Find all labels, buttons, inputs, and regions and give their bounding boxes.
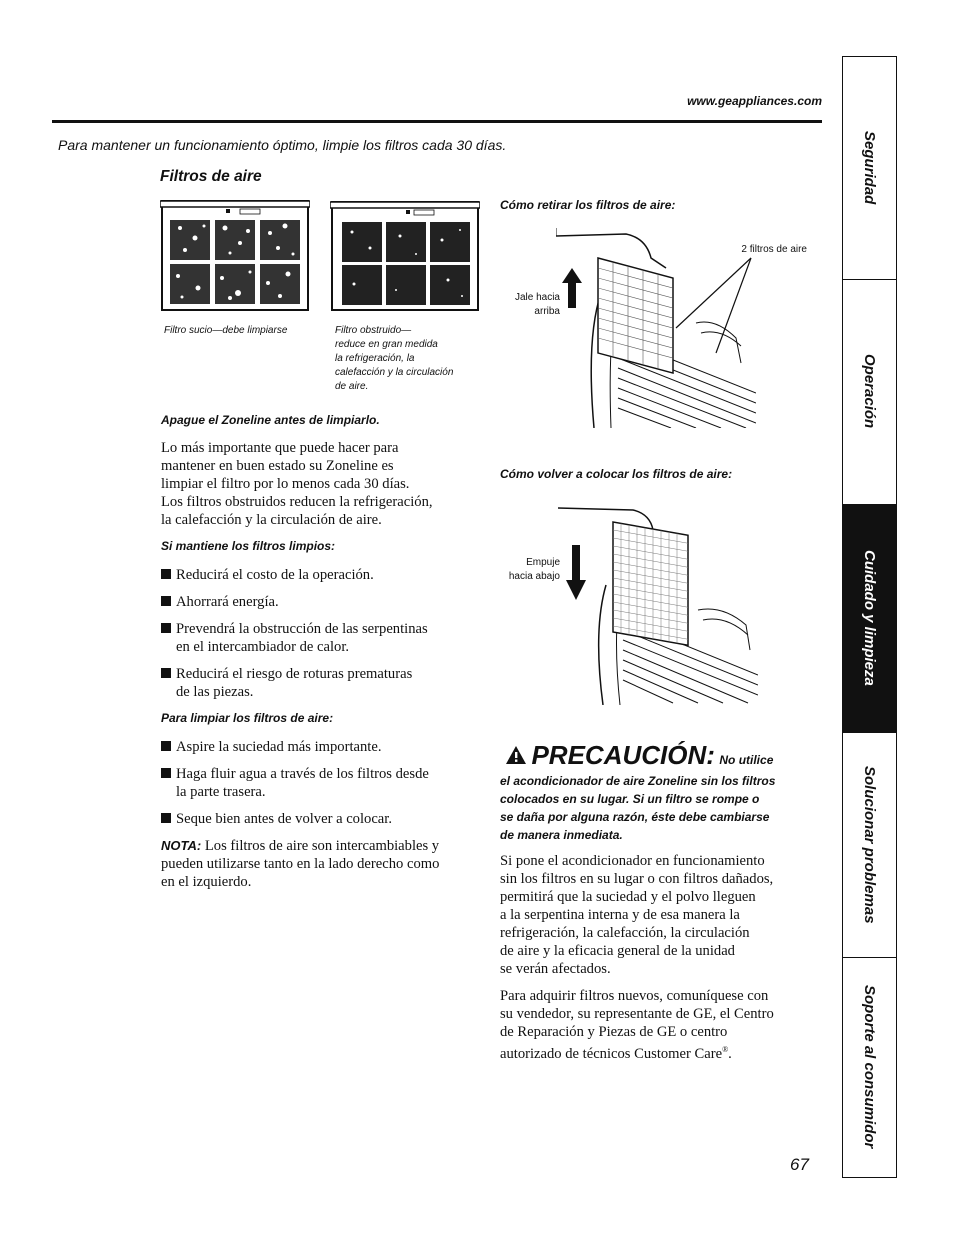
nota-paragraph: NOTA: Los filtros de aire son intercambiables y pueden utilizarse tanto en la lado derecho como en el izquierdo. [161,838,440,890]
label-2-filtros: 2 filtros de aire [741,244,807,255]
section-tabs [842,56,897,1178]
tab-soporte-al-consumidor[interactable]: Soporte al consumidor [861,985,878,1149]
tab-seguridad[interactable]: Seguridad [843,57,896,280]
precaucion-heading: PRECAUCIÓN: No utilice [505,740,773,771]
warning-triangle-icon [505,745,527,765]
bullet-roturas: Reducirá el riesgo de roturas prematuras de las piezas. [161,665,412,701]
volver-heading: Cómo volver a colocar los filtros de aire: [500,467,733,481]
nota-label: NOTA: [161,838,202,853]
dirty-filter-caption: Filtro sucio—debe limpiarse [164,325,288,336]
tab-cuidado-y-limpieza[interactable]: Cuidado y limpieza [843,504,896,733]
replace-filter-illustration [558,500,758,705]
bullet-agua: Haga fluir agua a través de los filtros desde la parte trasera. [161,765,429,801]
bullet-energia: Ahorrará energía. [161,593,279,611]
label-empuje: Empuje hacia abajo [508,557,560,582]
para-limpiar-heading: Para limpiar los filtros de aire: [161,711,334,725]
bullet-seque: Seque bien antes de volver a colocar. [161,810,392,828]
tab-solucionar-problemas[interactable]: Solucionar problemas [843,732,896,958]
dirty-filter-illustration [160,198,310,313]
para-adquirir: Para adquirir filtros nuevos, comuníquese con su vendedor, su representante de GE, el Centro de Reparación y Piezas de GE o centro autorizado de técnicos Customer Care®. [500,988,774,1062]
website-url: www.geappliances.com [687,94,822,108]
remove-filter-illustration [556,228,756,428]
section-heading-filtros: Filtros de aire [160,168,262,185]
clogged-filter-illustration [330,200,480,313]
bullet-aspire: Aspire la suciedad más importante. [161,738,381,756]
label-jale: Jale hacia arriba [514,292,560,317]
page-number: 67 [790,1155,809,1174]
bullet-costo: Reducirá el costo de la operación. [161,566,374,584]
si-mantiene-heading: Si mantiene los filtros limpios: [161,539,336,553]
precaucion-text: el acondicionador de aire Zoneline sin los filtros colocados en su lugar. Si un filtro se rompe o se daña por alguna razón, éste debe cambiarse de manera inmediata. [500,774,776,842]
intro-text: Para mantener un funcionamiento óptimo, limpie los filtros cada 30 días. [58,137,507,153]
bullet-serpentinas: Prevendrá la obstrucción de las serpentinas en el intercambiador de calor. [161,620,428,656]
clogged-filter-caption: Filtro obstruido— reduce en gran medida la refrigeración, la calefacción y la circulación de aire. [335,325,454,392]
para-importante: Lo más importante que puede hacer para mantener en buen estado su Zoneline es limpiar el filtro por lo menos cada 30 días. Los filtros obstruidos reducen la refrigeración, la calefacción y la circulación de aire. [161,440,433,528]
tab-operacion[interactable]: Operación [843,279,896,505]
para-si-pone: Si pone el acondicionador en funcionamiento sin los filtros en su lugar o con filtros dañados, permitirá que la suciedad y el polvo lleguen a la serpentina interna y de esa manera la refrigeración, la calefacción, la circulación de aire y la eficacia general de la unidad se verán afectados. [500,853,774,977]
retirar-heading: Cómo retirar los filtros de aire: [500,198,676,212]
apague-heading: Apague el Zoneline antes de limpiarlo. [161,413,380,427]
header-rule [52,120,822,123]
